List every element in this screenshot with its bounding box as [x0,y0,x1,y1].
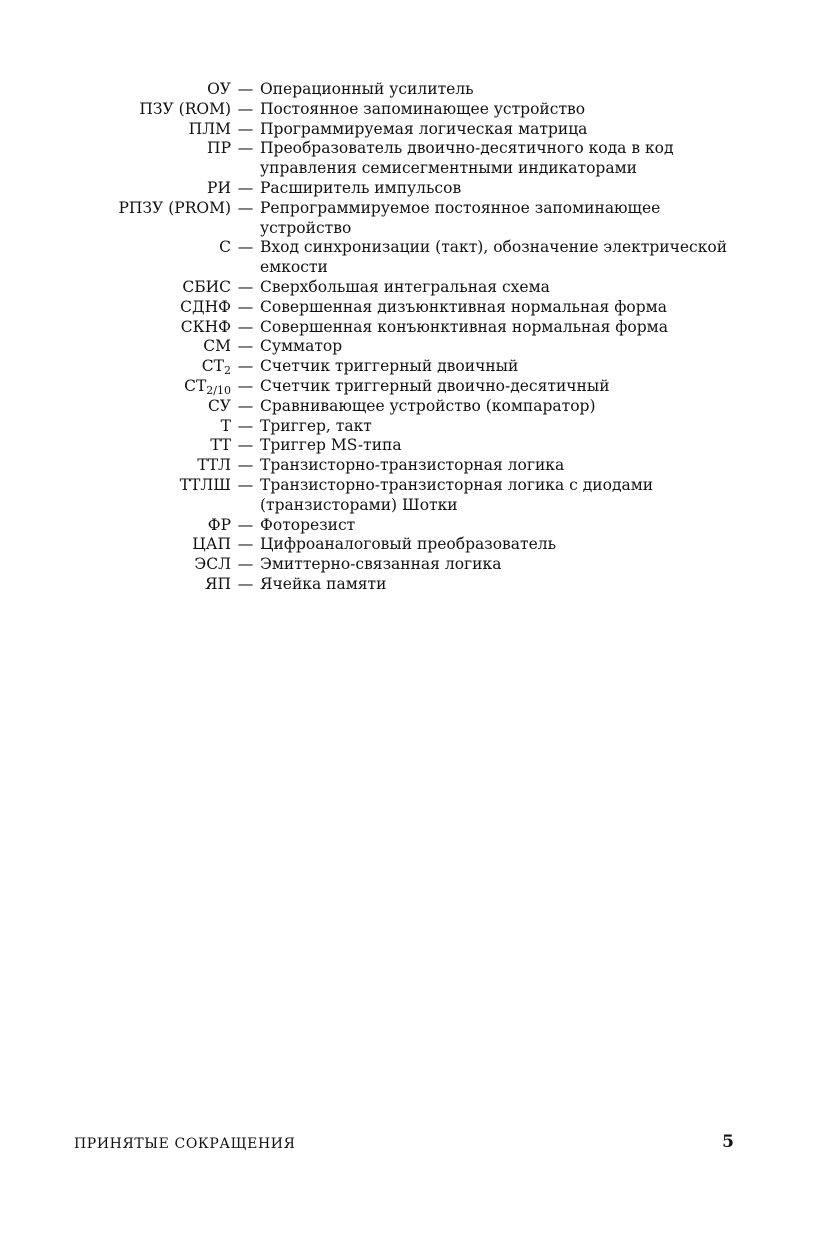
abbreviation-definition: Расширитель импульсов [260,178,462,197]
abbreviation-term [0,377,231,397]
abbreviation-definition: Транзисторно-транзисторная логика [260,456,565,475]
em-dash-separator: — [237,119,254,138]
em-dash-separator: — [237,535,254,554]
abbreviation-entry [0,476,826,516]
abbreviation-definition: Совершенная дизъюнктивная нормальная форма [260,297,667,316]
abbreviation-definition: Цифроаналоговый преобразователь [260,535,557,554]
abbreviation-term-text: ТТЛШ [179,475,231,494]
abbreviation-term-text: СДНФ [180,297,231,316]
abbreviation-term [0,337,231,357]
abbreviation-definition: Совершенная конъюнктивная нормальная форма [260,317,668,336]
abbreviation-entry [0,80,826,100]
abbreviation-term [0,80,231,100]
abbreviation-definition: Постоянное запоминающее устройство [260,99,586,118]
abbreviation-entry [0,298,826,318]
abbreviation-entry [0,377,826,397]
abbreviation-definition: Фоторезист [260,515,356,534]
abbreviation-term-text: СБИС [182,277,231,296]
abbreviation-definition: Программируемая логическая матрица [260,119,588,138]
abbreviation-term [0,555,231,575]
abbreviation-entry [0,179,826,199]
abbreviation-definition: Ячейка памяти [260,574,387,593]
abbreviation-entry [0,436,826,456]
abbreviation-term [0,238,231,258]
abbreviation-term [0,476,231,496]
abbreviation-entry [0,357,826,377]
abbreviation-term [0,100,231,120]
abbreviation-term-text: СУ [207,396,231,415]
em-dash-separator: — [237,238,254,257]
abbreviation-term-text: ПР [207,139,231,158]
abbreviation-term [0,298,231,318]
abbreviation-definition: Триггер, такт [260,416,372,435]
em-dash-separator: — [237,80,254,98]
abbreviation-term [0,575,231,595]
abbreviation-term-text: Т [220,416,231,435]
em-dash-separator: — [237,198,254,217]
abbreviation-term-text: СТ [184,376,207,395]
abbreviation-term [0,417,231,437]
em-dash-separator: — [237,277,254,296]
abbreviation-entry [0,199,826,239]
abbreviation-term-text: СМ [203,337,231,356]
em-dash-separator: — [237,99,254,118]
abbreviation-term [0,278,231,298]
abbreviation-term [0,318,231,338]
abbreviation-definition: Счетчик триггерный двоичный [260,357,519,376]
em-dash-separator: — [237,555,254,574]
abbreviation-term [0,199,231,219]
abbreviation-term-text: ПЗУ (ROM) [139,99,231,118]
abbreviation-definition: Эмиттерно-связанная логика [260,555,502,574]
em-dash-separator: — [237,297,254,316]
em-dash-separator: — [237,178,254,197]
abbreviation-entry [0,456,826,476]
abbreviation-definition: Преобразователь двоично-десятичного кода в код управления семисегментными индикаторами [260,139,674,178]
em-dash-separator: — [237,317,254,336]
em-dash-separator: — [237,139,254,158]
page-number: 5 [722,1132,734,1152]
abbreviation-term-text: ПЛМ [188,119,231,138]
abbreviation-entry [0,238,826,278]
abbreviation-term-text: СТ [201,357,224,376]
abbreviation-term [0,516,231,536]
em-dash-separator: — [237,515,254,534]
abbreviation-definition: Триггер MS-типа [260,436,402,455]
abbreviation-term-text: ФР [207,515,231,534]
abbreviation-list [0,80,826,595]
abbreviation-definition: Сверхбольшая интегральная схема [260,277,550,296]
abbreviation-term [0,139,231,159]
em-dash-separator: — [237,475,254,494]
abbreviation-entry [0,120,826,140]
abbreviation-term [0,357,231,377]
abbreviation-term [0,397,231,417]
abbreviation-entry [0,575,826,595]
abbreviation-term [0,436,231,456]
abbreviation-entry [0,555,826,575]
abbreviation-entry [0,516,826,536]
abbreviation-term [0,179,231,199]
abbreviation-term [0,456,231,476]
em-dash-separator: — [237,436,254,455]
abbreviation-subscript: 2 [224,364,231,378]
abbreviation-term-text: ТТ [210,436,231,455]
abbreviation-definition: Операционный усилитель [260,80,474,98]
em-dash-separator: — [237,357,254,376]
abbreviation-term-text: С [219,238,231,257]
abbreviation-term-text: ТТЛ [197,456,231,475]
abbreviation-entry [0,397,826,417]
abbreviation-term-text: РПЗУ (PROM) [118,198,231,217]
abbreviation-term-text: ЯП [204,574,231,593]
abbreviation-term [0,535,231,555]
abbreviation-definition: Репрограммируемое постоянное запоминающее устройство [260,198,661,237]
abbreviation-definition: Транзисторно-транзисторная логика с диодами (транзисторами) Шотки [260,475,654,514]
abbreviation-entry [0,417,826,437]
abbreviation-entry [0,535,826,555]
abbreviation-entry [0,100,826,120]
abbreviation-term-text: РИ [207,178,231,197]
abbreviation-entry [0,337,826,357]
abbreviation-term-text: ЭСЛ [194,555,231,574]
abbreviation-definition: Счетчик триггерный двоично-десятичный [260,376,610,395]
em-dash-separator: — [237,376,254,395]
em-dash-separator: — [237,337,254,356]
abbreviation-term-text: ЦАП [192,535,231,554]
em-dash-separator: — [237,574,254,593]
em-dash-separator: — [237,416,254,435]
em-dash-separator: — [237,396,254,415]
abbreviation-definition: Вход синхронизации (такт), обозначение электрической емкости [260,238,728,277]
abbreviation-entry [0,278,826,298]
abbreviation-definition: Сравнивающее устройство (компаратор) [260,396,596,415]
abbreviation-term [0,120,231,140]
abbreviation-term-text: ОУ [207,80,231,98]
running-title: ПРИНЯТЫЕ СОКРАЩЕНИЯ [74,1136,296,1152]
abbreviation-subscript: 2/10 [206,383,231,397]
abbreviation-entry [0,139,826,179]
em-dash-separator: — [237,456,254,475]
abbreviation-definition: Сумматор [260,337,343,356]
abbreviation-term-text: СКНФ [180,317,231,336]
abbreviation-entry [0,318,826,338]
